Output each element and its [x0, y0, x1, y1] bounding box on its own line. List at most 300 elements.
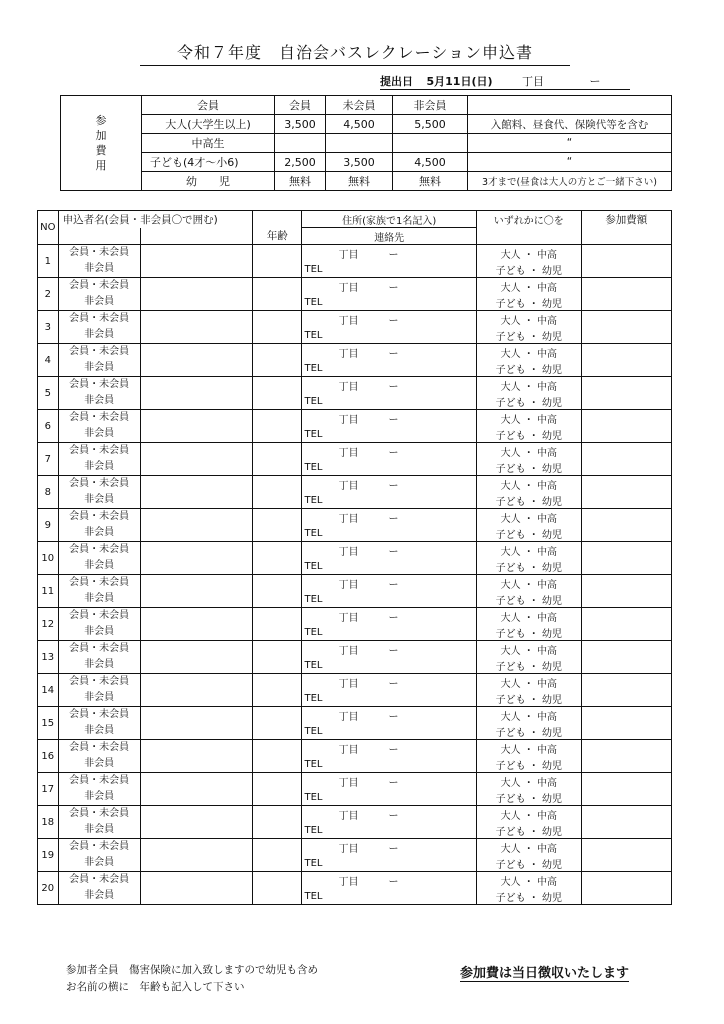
- address-field[interactable]: [302, 608, 476, 625]
- age-field[interactable]: [253, 872, 302, 905]
- chome-label: 丁目: [338, 282, 359, 294]
- membership-options[interactable]: 会員・未会員: [58, 575, 140, 592]
- membership-options[interactable]: 非会員: [58, 591, 140, 608]
- class-options[interactable]: 子ども ・ 幼児: [476, 756, 581, 773]
- name-field[interactable]: [140, 542, 252, 575]
- fee-side-char: 参: [95, 114, 107, 127]
- address-dash: ー: [388, 480, 399, 492]
- age-field[interactable]: [253, 278, 302, 311]
- table-row: [38, 476, 672, 493]
- chome-label: 丁目: [338, 348, 359, 360]
- table-row: [38, 822, 672, 839]
- name-field[interactable]: [140, 509, 252, 542]
- membership-options[interactable]: 会員・未会員: [58, 641, 140, 658]
- chome-dash: ー: [589, 75, 601, 88]
- age-field[interactable]: [253, 773, 302, 806]
- fee-amount-field[interactable]: [581, 509, 671, 542]
- fee-row: [61, 134, 672, 153]
- membership-options[interactable]: 非会員: [58, 294, 140, 311]
- fee-non-member: 5,500: [393, 115, 468, 134]
- class-options[interactable]: 子ども ・ 幼児: [476, 690, 581, 707]
- membership-options[interactable]: 非会員: [58, 756, 140, 773]
- fee-header: 会員: [142, 96, 275, 115]
- table-row: [38, 245, 672, 262]
- table-row: [38, 492, 672, 509]
- age-field[interactable]: [253, 641, 302, 674]
- chome-label: 丁目: [338, 744, 359, 756]
- table-row: [38, 327, 672, 344]
- membership-options[interactable]: 非会員: [58, 855, 140, 872]
- tel-field[interactable]: TEL: [302, 756, 476, 773]
- class-options[interactable]: 大人 ・ 中高: [476, 509, 581, 526]
- chome-label: 丁目: [338, 315, 359, 327]
- age-field[interactable]: [253, 377, 302, 410]
- row-number: 15: [38, 707, 59, 740]
- table-row: [38, 740, 672, 757]
- class-options[interactable]: 子ども ・ 幼児: [476, 723, 581, 740]
- fee-amount-field[interactable]: [581, 641, 671, 674]
- address-field[interactable]: [302, 311, 476, 328]
- class-options[interactable]: 大人 ・ 中高: [476, 476, 581, 493]
- name-field[interactable]: [140, 575, 252, 608]
- row-number: 17: [38, 773, 59, 806]
- fee-header: 未会員: [326, 96, 393, 115]
- table-row: [38, 426, 672, 443]
- tel-field[interactable]: TEL: [302, 822, 476, 839]
- chome-label: 丁目: [338, 777, 359, 789]
- tel-field[interactable]: TEL: [302, 492, 476, 509]
- class-options[interactable]: 子ども ・ 幼児: [476, 459, 581, 476]
- fee-header: [468, 96, 672, 115]
- table-row: [38, 690, 672, 707]
- chome-label: 丁目: [522, 75, 545, 88]
- address-dash: ー: [388, 876, 399, 888]
- membership-options[interactable]: 非会員: [58, 822, 140, 839]
- table-row: [38, 756, 672, 773]
- membership-options[interactable]: 非会員: [58, 393, 140, 410]
- table-row: [38, 723, 672, 740]
- class-options[interactable]: 大人 ・ 中高: [476, 806, 581, 823]
- table-row: [38, 360, 672, 377]
- fee-amount-field[interactable]: [581, 872, 671, 905]
- tel-field[interactable]: TEL: [302, 327, 476, 344]
- class-options[interactable]: 大人 ・ 中高: [476, 740, 581, 757]
- address-field[interactable]: [302, 575, 476, 592]
- membership-options[interactable]: 会員・未会員: [58, 773, 140, 790]
- name-field[interactable]: [140, 443, 252, 476]
- row-number: 8: [38, 476, 59, 509]
- name-field[interactable]: [140, 674, 252, 707]
- membership-options[interactable]: 会員・未会員: [58, 872, 140, 889]
- age-field[interactable]: [253, 443, 302, 476]
- fee-side-label: [61, 96, 142, 191]
- name-field[interactable]: [140, 344, 252, 377]
- membership-options[interactable]: 会員・未会員: [58, 674, 140, 691]
- membership-options[interactable]: 非会員: [58, 360, 140, 377]
- membership-options[interactable]: 非会員: [58, 459, 140, 476]
- fee-table: [60, 95, 672, 191]
- fee-header: 非会員: [393, 96, 468, 115]
- row-number: 10: [38, 542, 59, 575]
- name-field[interactable]: [140, 839, 252, 872]
- table-row: [38, 459, 672, 476]
- address-field[interactable]: [302, 674, 476, 691]
- table-row: [38, 872, 672, 889]
- table-row: [38, 888, 672, 905]
- age-field[interactable]: [253, 410, 302, 443]
- class-options[interactable]: 子ども ・ 幼児: [476, 393, 581, 410]
- class-options[interactable]: 子ども ・ 幼児: [476, 327, 581, 344]
- address-field[interactable]: [302, 377, 476, 394]
- fee-amount-field[interactable]: [581, 344, 671, 377]
- age-field[interactable]: [253, 707, 302, 740]
- age-field[interactable]: [253, 476, 302, 509]
- chome-label: 丁目: [338, 843, 359, 855]
- chome-label: 丁目: [338, 546, 359, 558]
- class-options[interactable]: 大人 ・ 中高: [476, 641, 581, 658]
- class-options[interactable]: 大人 ・ 中高: [476, 542, 581, 559]
- class-options[interactable]: 大人 ・ 中高: [476, 575, 581, 592]
- table-row: [38, 674, 672, 691]
- table-row: [38, 789, 672, 806]
- age-field[interactable]: [253, 344, 302, 377]
- fee-header: 会員: [275, 96, 326, 115]
- membership-options[interactable]: 非会員: [58, 426, 140, 443]
- fee-note: “: [468, 153, 672, 172]
- membership-options[interactable]: 会員・未会員: [58, 707, 140, 724]
- fee-associate: 無料: [326, 172, 393, 191]
- tel-field[interactable]: TEL: [302, 789, 476, 806]
- membership-options[interactable]: 会員・未会員: [58, 806, 140, 823]
- membership-options[interactable]: 会員・未会員: [58, 509, 140, 526]
- fee-amount-field[interactable]: [581, 278, 671, 311]
- table-row: [38, 393, 672, 410]
- tel-field[interactable]: TEL: [302, 591, 476, 608]
- fee-amount-field[interactable]: [581, 707, 671, 740]
- age-field[interactable]: [253, 575, 302, 608]
- fee-note: 入館料、昼食代、保険代等を含む: [468, 115, 672, 134]
- membership-options[interactable]: 会員・未会員: [58, 377, 140, 394]
- address-field[interactable]: [302, 806, 476, 823]
- row-number: 9: [38, 509, 59, 542]
- table-row: [38, 806, 672, 823]
- address-field[interactable]: [302, 509, 476, 526]
- membership-options[interactable]: 会員・未会員: [58, 311, 140, 328]
- age-field[interactable]: [253, 674, 302, 707]
- address-dash: ー: [388, 315, 399, 327]
- row-number: 18: [38, 806, 59, 839]
- header-name: 申込者名(会員・非会員〇で囲む): [58, 211, 253, 228]
- row-number: 6: [38, 410, 59, 443]
- fee-member: [275, 134, 326, 153]
- membership-options[interactable]: 会員・未会員: [58, 344, 140, 361]
- fee-amount-field[interactable]: [581, 839, 671, 872]
- membership-options[interactable]: 非会員: [58, 261, 140, 278]
- name-field[interactable]: [140, 872, 252, 905]
- membership-options[interactable]: 会員・未会員: [58, 740, 140, 757]
- chome-label: 丁目: [338, 579, 359, 591]
- fee-category: 中高生: [142, 134, 275, 153]
- class-options[interactable]: 大人 ・ 中高: [476, 839, 581, 856]
- header-no: NO: [38, 211, 59, 245]
- name-field[interactable]: [140, 641, 252, 674]
- fee-member: 無料: [275, 172, 326, 191]
- tel-field[interactable]: TEL: [302, 690, 476, 707]
- age-field[interactable]: [253, 245, 302, 278]
- address-dash: ー: [388, 348, 399, 360]
- row-number: 4: [38, 344, 59, 377]
- address-dash: ー: [388, 381, 399, 393]
- membership-options[interactable]: 非会員: [58, 624, 140, 641]
- class-options[interactable]: 大人 ・ 中高: [476, 608, 581, 625]
- chome-label: 丁目: [338, 876, 359, 888]
- table-row: [38, 608, 672, 625]
- chome-label: 丁目: [338, 711, 359, 723]
- fee-non-member: 4,500: [393, 153, 468, 172]
- class-options[interactable]: 子ども ・ 幼児: [476, 888, 581, 905]
- chome-label: 丁目: [338, 645, 359, 657]
- page-title: 令和７年度 自治会バスレクレーション申込書: [140, 40, 570, 66]
- chome-label: 丁目: [338, 678, 359, 690]
- footer-note-line: 参加者全員 傷害保険に加入致しますので幼児も含め: [66, 964, 318, 976]
- tel-field[interactable]: TEL: [302, 459, 476, 476]
- fee-amount-field[interactable]: [581, 443, 671, 476]
- row-number: 11: [38, 575, 59, 608]
- address-field[interactable]: [302, 707, 476, 724]
- class-options[interactable]: 大人 ・ 中高: [476, 245, 581, 262]
- class-options[interactable]: 大人 ・ 中高: [476, 872, 581, 889]
- chome-label: 丁目: [338, 513, 359, 525]
- address-field[interactable]: [302, 410, 476, 427]
- address-dash: ー: [388, 843, 399, 855]
- class-options[interactable]: 子ども ・ 幼児: [476, 525, 581, 542]
- tel-field[interactable]: TEL: [302, 723, 476, 740]
- table-row: [38, 855, 672, 872]
- membership-options[interactable]: 非会員: [58, 690, 140, 707]
- name-field[interactable]: [140, 245, 252, 278]
- class-options[interactable]: 子ども ・ 幼児: [476, 360, 581, 377]
- table-row: [38, 443, 672, 460]
- address-field[interactable]: [302, 443, 476, 460]
- address-field[interactable]: [302, 773, 476, 790]
- row-number: 7: [38, 443, 59, 476]
- row-number: 16: [38, 740, 59, 773]
- age-field[interactable]: [253, 806, 302, 839]
- tel-field[interactable]: TEL: [302, 525, 476, 542]
- fee-member: 2,500: [275, 153, 326, 172]
- address-dash: ー: [388, 744, 399, 756]
- class-options[interactable]: 子ども ・ 幼児: [476, 426, 581, 443]
- name-field[interactable]: [140, 311, 252, 344]
- class-options[interactable]: 大人 ・ 中高: [476, 344, 581, 361]
- age-field[interactable]: [253, 311, 302, 344]
- membership-options[interactable]: 非会員: [58, 492, 140, 509]
- membership-options[interactable]: 会員・未会員: [58, 443, 140, 460]
- table-row: [38, 344, 672, 361]
- membership-options[interactable]: 非会員: [58, 888, 140, 905]
- fee-side-char: 用: [95, 159, 107, 172]
- fee-amount-field[interactable]: [581, 410, 671, 443]
- tel-field[interactable]: TEL: [302, 393, 476, 410]
- membership-options[interactable]: 非会員: [58, 327, 140, 344]
- deadline-label: 提出日: [380, 75, 413, 88]
- address-dash: ー: [388, 612, 399, 624]
- class-options[interactable]: 子ども ・ 幼児: [476, 492, 581, 509]
- class-options[interactable]: 子ども ・ 幼児: [476, 591, 581, 608]
- class-options[interactable]: 大人 ・ 中高: [476, 278, 581, 295]
- address-field[interactable]: [302, 839, 476, 856]
- fee-amount-field[interactable]: [581, 608, 671, 641]
- name-field[interactable]: [140, 608, 252, 641]
- class-options[interactable]: 大人 ・ 中高: [476, 443, 581, 460]
- name-field[interactable]: [140, 740, 252, 773]
- fee-non-member: [393, 134, 468, 153]
- fee-row: [61, 172, 672, 191]
- fee-row: [61, 153, 672, 172]
- address-field[interactable]: [302, 344, 476, 361]
- class-options[interactable]: 子ども ・ 幼児: [476, 624, 581, 641]
- fee-amount-field[interactable]: [581, 476, 671, 509]
- table-row: [38, 707, 672, 724]
- class-options[interactable]: 大人 ・ 中高: [476, 311, 581, 328]
- tel-field[interactable]: TEL: [302, 360, 476, 377]
- table-row: [38, 377, 672, 394]
- chome-label: 丁目: [338, 612, 359, 624]
- address-field[interactable]: [302, 740, 476, 757]
- class-options[interactable]: 大人 ・ 中高: [476, 410, 581, 427]
- address-field[interactable]: [302, 245, 476, 262]
- age-field[interactable]: [253, 839, 302, 872]
- membership-options[interactable]: 会員・未会員: [58, 542, 140, 559]
- table-row: [38, 657, 672, 674]
- class-options[interactable]: 大人 ・ 中高: [476, 707, 581, 724]
- fee-amount-field[interactable]: [581, 740, 671, 773]
- fee-amount-field[interactable]: [581, 311, 671, 344]
- fee-category: 幼 児: [142, 172, 275, 191]
- fee-row: [61, 115, 672, 134]
- table-row: [38, 261, 672, 278]
- table-row: [38, 641, 672, 658]
- footer-note-line: お名前の横に 年齢も記入して下さい: [66, 981, 245, 993]
- class-options[interactable]: 子ども ・ 幼児: [476, 657, 581, 674]
- row-number: 3: [38, 311, 59, 344]
- tel-field[interactable]: TEL: [302, 888, 476, 905]
- class-options[interactable]: 子ども ・ 幼児: [476, 294, 581, 311]
- submission-info: [380, 73, 630, 90]
- name-field[interactable]: [140, 476, 252, 509]
- chome-label: 丁目: [338, 480, 359, 492]
- address-field[interactable]: [302, 641, 476, 658]
- class-options[interactable]: 子ども ・ 幼児: [476, 855, 581, 872]
- row-number: 1: [38, 245, 59, 278]
- footer-note: [66, 962, 318, 996]
- address-field[interactable]: [302, 872, 476, 889]
- name-field[interactable]: [140, 806, 252, 839]
- name-field[interactable]: [140, 377, 252, 410]
- class-options[interactable]: 大人 ・ 中高: [476, 773, 581, 790]
- table-row: [38, 839, 672, 856]
- chome-label: 丁目: [338, 447, 359, 459]
- membership-options[interactable]: 会員・未会員: [58, 608, 140, 625]
- class-options[interactable]: 子ども ・ 幼児: [476, 789, 581, 806]
- name-field[interactable]: [140, 773, 252, 806]
- table-row: [38, 311, 672, 328]
- address-field[interactable]: [302, 476, 476, 493]
- name-field[interactable]: [140, 410, 252, 443]
- age-field[interactable]: [253, 509, 302, 542]
- membership-options[interactable]: 会員・未会員: [58, 839, 140, 856]
- address-dash: ー: [388, 282, 399, 294]
- chome-label: 丁目: [338, 381, 359, 393]
- fee-amount-field[interactable]: [581, 245, 671, 278]
- age-field[interactable]: [253, 740, 302, 773]
- fee-amount-field[interactable]: [581, 674, 671, 707]
- tel-field[interactable]: TEL: [302, 261, 476, 278]
- fee-amount-field[interactable]: [581, 377, 671, 410]
- fee-amount-field[interactable]: [581, 806, 671, 839]
- table-row: [38, 575, 672, 592]
- tel-field[interactable]: TEL: [302, 558, 476, 575]
- membership-options[interactable]: 会員・未会員: [58, 245, 140, 262]
- membership-options[interactable]: 非会員: [58, 525, 140, 542]
- table-row: [38, 542, 672, 559]
- name-field[interactable]: [140, 278, 252, 311]
- class-options[interactable]: 子ども ・ 幼児: [476, 261, 581, 278]
- row-number: 2: [38, 278, 59, 311]
- membership-options[interactable]: 非会員: [58, 558, 140, 575]
- membership-options[interactable]: 非会員: [58, 723, 140, 740]
- class-options[interactable]: 子ども ・ 幼児: [476, 822, 581, 839]
- class-options[interactable]: 子ども ・ 幼児: [476, 558, 581, 575]
- fee-amount-field[interactable]: [581, 773, 671, 806]
- address-field[interactable]: [302, 542, 476, 559]
- membership-options[interactable]: 会員・未会員: [58, 476, 140, 493]
- table-row: [38, 278, 672, 295]
- table-row: [38, 591, 672, 608]
- membership-options[interactable]: 非会員: [58, 657, 140, 674]
- header-age-spacer: [253, 211, 302, 228]
- class-options[interactable]: 大人 ・ 中高: [476, 377, 581, 394]
- age-field[interactable]: [253, 608, 302, 641]
- fee-non-member: 無料: [393, 172, 468, 191]
- address-dash: ー: [388, 711, 399, 723]
- address-field[interactable]: [302, 278, 476, 295]
- name-field[interactable]: [140, 707, 252, 740]
- class-options[interactable]: 大人 ・ 中高: [476, 674, 581, 691]
- membership-options[interactable]: 非会員: [58, 789, 140, 806]
- age-field[interactable]: [253, 542, 302, 575]
- address-dash: ー: [388, 546, 399, 558]
- tel-field[interactable]: TEL: [302, 855, 476, 872]
- membership-options[interactable]: 会員・未会員: [58, 410, 140, 427]
- fee-amount-field[interactable]: [581, 542, 671, 575]
- fee-side-char: 費: [95, 144, 107, 157]
- address-dash: ー: [388, 645, 399, 657]
- header-row: [38, 211, 672, 228]
- header-spacer: [581, 228, 671, 245]
- fee-note: 3才まで(昼食は大人の方とご一緒下さい): [468, 172, 672, 191]
- fee-amount-field[interactable]: [581, 575, 671, 608]
- tel-field[interactable]: TEL: [302, 624, 476, 641]
- membership-options[interactable]: 会員・未会員: [58, 278, 140, 295]
- deadline-value: 5月11日(日): [426, 75, 493, 88]
- tel-field[interactable]: TEL: [302, 426, 476, 443]
- tel-field[interactable]: TEL: [302, 657, 476, 674]
- header-spacer: [58, 228, 140, 245]
- address-dash: ー: [388, 810, 399, 822]
- address-dash: ー: [388, 513, 399, 525]
- tel-field[interactable]: TEL: [302, 294, 476, 311]
